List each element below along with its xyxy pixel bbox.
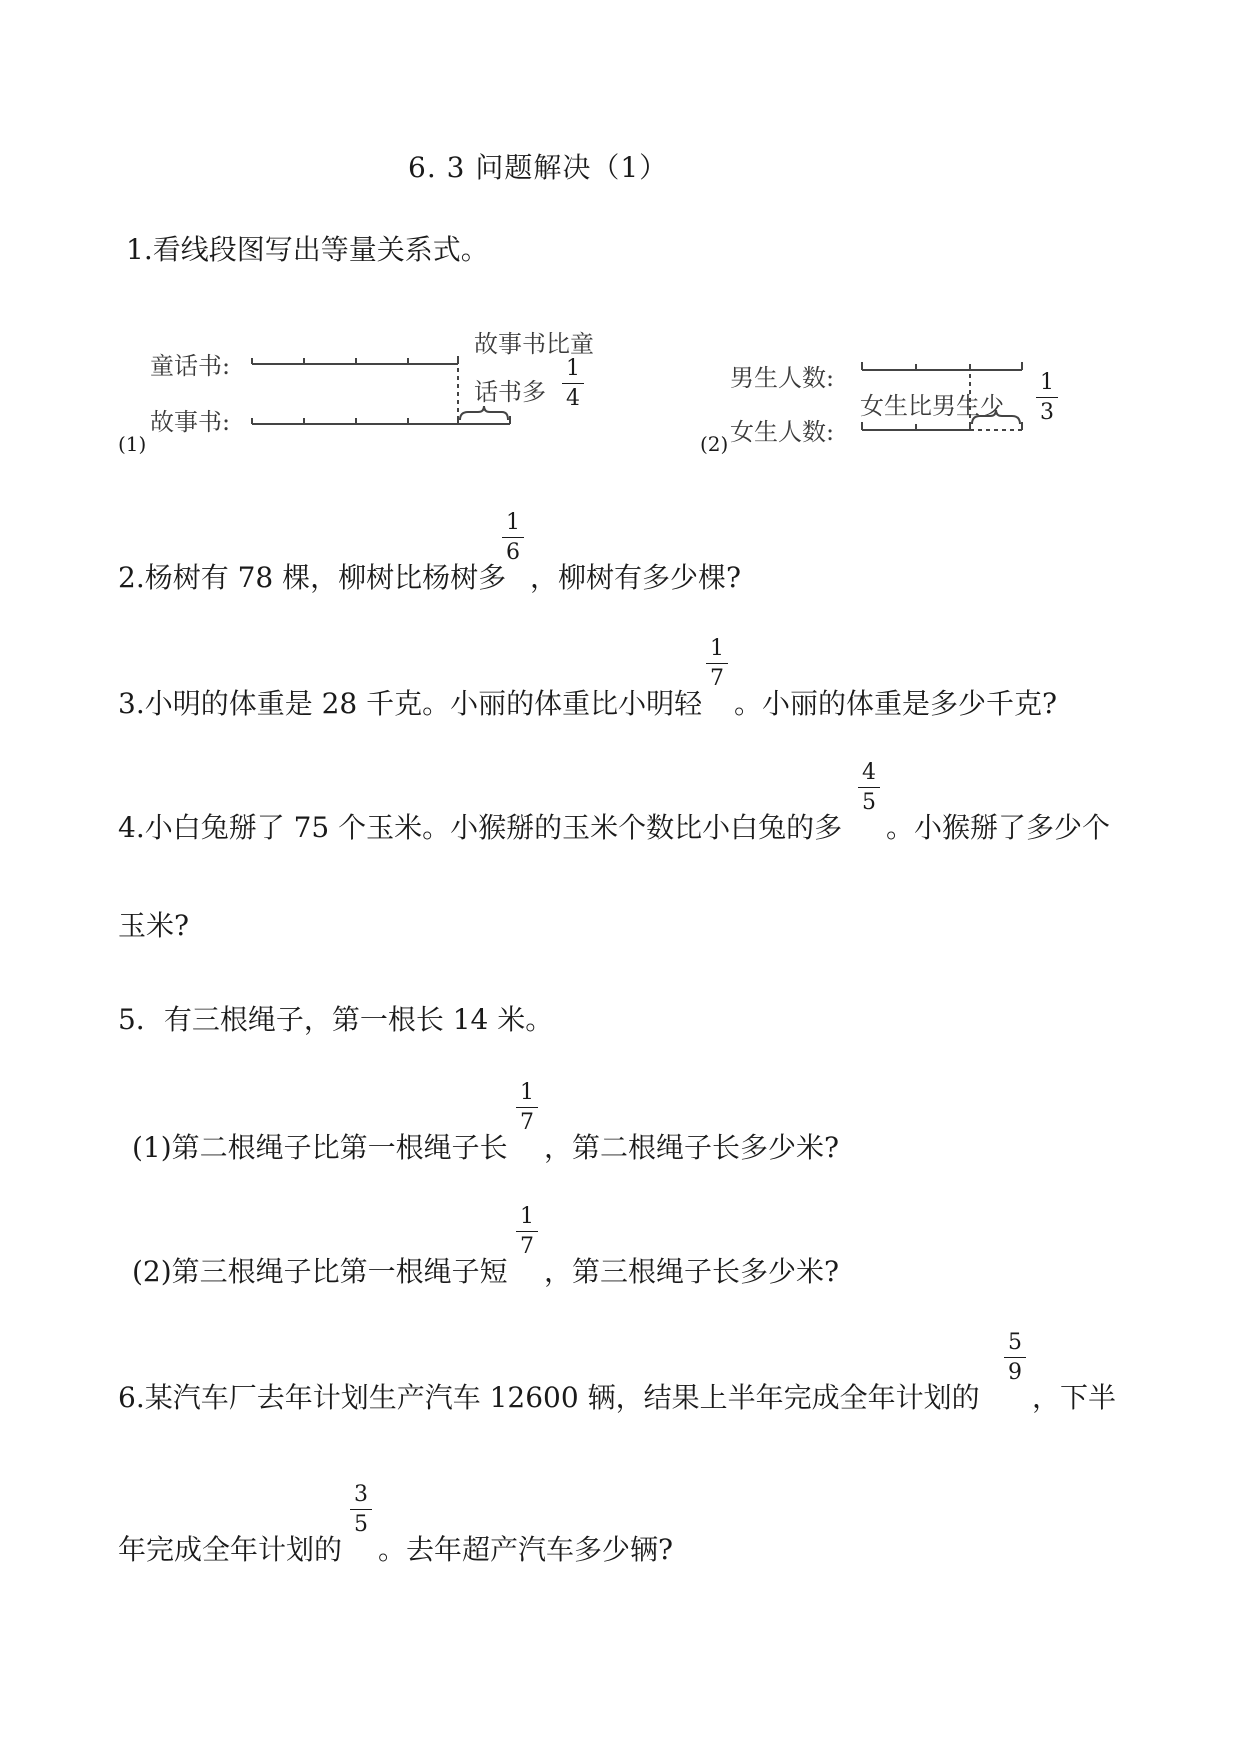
- question-6-tail: ，下半: [1032, 1381, 1117, 1414]
- question-4-fraction: [858, 762, 880, 814]
- question-2-fraction: [502, 512, 524, 564]
- fig2-line-diagram: [860, 356, 1030, 440]
- question-4-text: 4.小白兔掰了 75 个玉米。小猴掰的玉米个数比小白兔的多: [118, 811, 843, 844]
- question-6-line2-tail: 。去年超产汽车多少辆?: [378, 1533, 674, 1566]
- fraction-numerator: 5: [1008, 1330, 1022, 1355]
- fig1-fraction-bar: [562, 383, 584, 384]
- question-2-tail: ，柳树有多少棵?: [530, 561, 742, 594]
- question-3-fraction: [706, 638, 728, 690]
- fig1-brace: [460, 406, 508, 420]
- question-4-tail: 。小猴掰了多少个: [886, 811, 1111, 844]
- fraction-bar: [350, 1509, 372, 1510]
- fig1-line-diagram: [250, 340, 520, 440]
- fig2-label: (2): [700, 432, 729, 456]
- fraction-numerator: 4: [862, 760, 876, 785]
- fig1-row2-label: 故事书:: [150, 408, 231, 436]
- fig1-label: (1): [118, 432, 147, 456]
- fig2-note: 女生比男生少: [860, 392, 1004, 420]
- fig1-fraction-denominator: 4: [566, 386, 580, 411]
- fraction-denominator: 7: [520, 1110, 534, 1135]
- fig1-note-line1: 故事书比童: [474, 330, 594, 358]
- fig1-row1-label: 童话书:: [150, 352, 231, 380]
- question-2: [118, 561, 507, 594]
- question-5-1-tail: ，第二根绳子长多少米?: [544, 1131, 840, 1164]
- fraction-bar: [706, 663, 728, 664]
- fraction-denominator: 7: [520, 1234, 534, 1259]
- question-4-line2: 玉米?: [118, 909, 190, 942]
- page-title: 6. 3 问题解决（1）: [408, 151, 669, 184]
- fraction-numerator: 1: [520, 1080, 534, 1105]
- fraction-bar: [516, 1231, 538, 1232]
- question-5-2-text: (2)第三根绳子比第一根绳子短: [132, 1255, 508, 1288]
- fig2-fraction: [1036, 372, 1058, 424]
- question-5-2-tail: ，第三根绳子长多少米?: [544, 1255, 840, 1288]
- question-6-line2: 年完成全年计划的: [118, 1533, 343, 1566]
- fig2-fraction-numerator: 1: [1040, 370, 1054, 395]
- fig1-fraction: [562, 358, 584, 410]
- fig2-brace: [972, 410, 1020, 424]
- fraction-numerator: 1: [506, 510, 520, 535]
- fig2-fraction-bar: [1036, 397, 1058, 398]
- fraction-denominator: 9: [1008, 1360, 1022, 1385]
- fraction-denominator: 5: [354, 1512, 368, 1537]
- question-1: 1.看线段图写出等量关系式。: [126, 233, 489, 266]
- question-5: 5．有三根绳子，第一根长 14 米。: [118, 1003, 554, 1036]
- fraction-denominator: 5: [862, 790, 876, 815]
- question-3-text: 3.小明的体重是 28 千克。小丽的体重比小明轻: [118, 687, 703, 720]
- fig2-fraction-denominator: 3: [1040, 400, 1054, 425]
- fig2-row2-label: 女生人数:: [730, 418, 835, 446]
- fraction-numerator: 1: [520, 1204, 534, 1229]
- fraction-denominator: 7: [710, 666, 724, 691]
- fraction-numerator: 1: [710, 636, 724, 661]
- fraction-numerator: 3: [354, 1482, 368, 1507]
- fig1-note-line2: 话书多: [474, 378, 546, 406]
- question-6-fraction-2: [350, 1484, 372, 1536]
- question-2-text: 2.杨树有 78 棵，柳树比杨树多: [118, 561, 507, 594]
- fraction-bar: [1004, 1357, 1026, 1358]
- question-3-tail: 。小丽的体重是多少千克?: [734, 687, 1058, 720]
- fraction-bar: [516, 1107, 538, 1108]
- question-6-text: 6.某汽车厂去年计划生产汽车 12600 辆，结果上半年完成全年计划的: [118, 1381, 980, 1414]
- fig2-row1-label: 男生人数:: [730, 364, 835, 392]
- question-5-2-fraction: [516, 1206, 538, 1258]
- question-5-1-fraction: [516, 1082, 538, 1134]
- fraction-denominator: 6: [506, 540, 520, 565]
- question-5-1-text: (1)第二根绳子比第一根绳子长: [132, 1131, 508, 1164]
- fraction-bar: [502, 537, 524, 538]
- fraction-bar: [858, 787, 880, 788]
- question-6-fraction-1: [1004, 1332, 1026, 1384]
- fig1-fraction-numerator: 1: [566, 356, 580, 381]
